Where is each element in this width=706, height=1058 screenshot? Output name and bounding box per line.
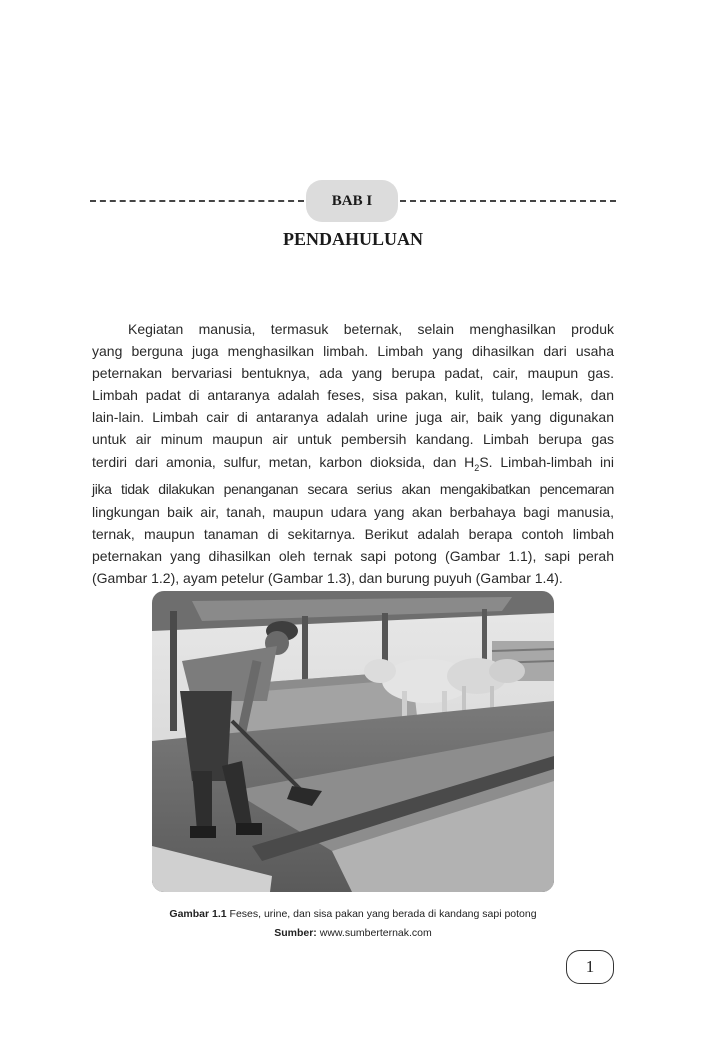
body-line: terdiri dari amonia, sulfur, metan, karbon dioksida, dan $H_2S$. Limbah-limbah ini	[92, 453, 614, 473]
body-line: (Gambar 1.2), ayam petelur (Gambar 1.3), dan burung puyuh (Gambar 1.4).	[92, 569, 563, 586]
body-line: ternak, maupun tanaman di sekitarnya. Berikut adalah berapa contoh limbah	[92, 525, 614, 542]
body-line: peternakan bervariasi bentuknya, ada yang berupa padat, cair, maupun gas.	[92, 365, 614, 382]
chapter-label: BAB I	[306, 180, 398, 222]
body-line: yang berguna juga menghasilkan limbah. Limbah yang dihasilkan dari usaha	[92, 343, 614, 360]
body-line: Limbah padat di antaranya adalah feses, sisa pakan, kulit, tulang, lemak, dan	[92, 387, 614, 404]
body-line: peternakan yang dihasilkan oleh ternak sapi potong (Gambar 1.1), sapi perah	[92, 547, 614, 564]
chapter-rule-left	[90, 200, 304, 202]
cattle-pen-photo	[152, 591, 554, 892]
page-number: 1	[566, 950, 614, 984]
figure-caption: Gambar 1.1 Feses, urine, dan sisa pakan yang berada di kandang sapi potong	[169, 908, 537, 920]
body-line: jika tidak dilakukan penanganan secara serius akan mengakibatkan pencemaran	[92, 481, 614, 498]
chapter-rule-right	[400, 200, 616, 202]
body-line: untuk air minum maupun air untuk pembersih kandang. Limbah berupa gas	[92, 431, 614, 448]
chapter-title: PENDAHULUAN	[282, 229, 423, 249]
body-line: lain-lain. Limbah cair di antaranya adalah urine juga air, baik yang digunakan	[92, 409, 614, 426]
body-paragraph	[92, 318, 614, 589]
figure-source: Sumber: www.sumberternak.com	[274, 927, 432, 939]
body-line: lingkungan baik air, tanah, maupun udara yang akan berbahaya bagi manusia,	[92, 503, 614, 520]
body-line: Kegiatan manusia, termasuk beternak, selain menghasilkan produk	[128, 321, 614, 337]
